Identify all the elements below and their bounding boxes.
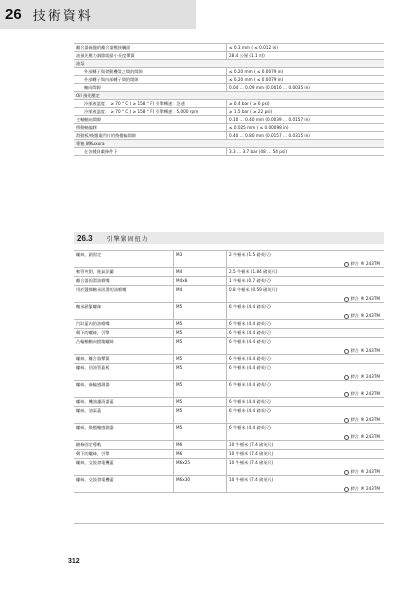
spec-value: ≤ 0.20 mm ( ≤ 0.0079 in) xyxy=(229,77,284,82)
torque-label: 螺絲，鎖固定 xyxy=(74,251,174,267)
spec-row xyxy=(74,68,384,76)
torque-row xyxy=(74,441,384,450)
adhesive-icon xyxy=(344,434,349,439)
spec-row xyxy=(74,100,384,108)
adhesive-icon xyxy=(344,348,349,353)
locktite-note xyxy=(344,391,380,396)
chapter-number: 26 xyxy=(5,6,22,23)
torque-size: M6 xyxy=(174,441,227,449)
torque-size: M5 xyxy=(174,424,227,440)
torque-label: 螺絲，離合器彈簧 xyxy=(74,355,174,363)
adhesive-icon xyxy=(344,296,349,301)
locktite-text: 膠合 ® 243TM xyxy=(350,417,380,422)
torque-value-cell xyxy=(227,459,384,475)
torque-value-cell xyxy=(227,268,384,276)
torque-label: 鏈條固定導軌 xyxy=(74,441,174,449)
torque-label: 螺絲，換檔軸感測器 xyxy=(74,424,174,440)
spec-label: 主軸軸向間隙 xyxy=(74,116,227,123)
torque-value-cell xyxy=(227,424,384,440)
chapter-header xyxy=(0,0,196,29)
torque-label: 離合器固滑油噴嘴 xyxy=(74,277,174,285)
locktite-note xyxy=(344,374,380,379)
adhesive-icon xyxy=(344,261,349,266)
locktite-note xyxy=(344,348,380,353)
torque-row xyxy=(74,364,384,381)
locktite-text: 膠合 ® 243TM xyxy=(350,374,380,379)
section-title: 引擎緊固扭力 xyxy=(106,235,149,243)
torque-label: 凸輪軸軸向擋塊螺絲 xyxy=(74,338,174,354)
torque-value: 6 牛頓米 (4.4 磅英尺) xyxy=(229,356,271,361)
locktite-note xyxy=(344,261,380,266)
torque-value-cell xyxy=(227,355,384,363)
spec-label: 離合器齒盤的離合器壓接觸面 xyxy=(74,44,227,51)
spec-value: ≥ 0.4 bar ( ≥ 6 psi) xyxy=(229,101,270,106)
torque-label: 螺絲，交流發電機蓋 xyxy=(74,459,174,475)
torque-size: M6x30 xyxy=(174,476,227,492)
torque-row xyxy=(74,277,384,286)
adhesive-icon xyxy=(344,417,349,422)
torque-size: M5 xyxy=(174,338,227,354)
torque-value-cell xyxy=(227,398,384,406)
torque-value-cell xyxy=(227,277,384,285)
torque-value-cell xyxy=(227,329,384,337)
torque-row xyxy=(74,251,384,268)
spec-label: 滑動板/換檔叢閂片的換檔輪間隙 xyxy=(74,132,227,139)
torque-label: 用於選擇軸承固滑的油噴嘴 xyxy=(74,286,174,302)
torque-size: M5 xyxy=(174,355,227,363)
specs-table xyxy=(74,43,384,156)
locktite-text: 膠合 ® 243TM xyxy=(350,296,380,301)
torque-value: 10 牛頓米 (7.4 磅英尺) xyxy=(229,451,274,456)
spec-value: ≥ 1.5 bar ( ≥ 22 psi) xyxy=(229,109,273,114)
torque-row xyxy=(74,320,384,329)
adhesive-icon xyxy=(344,469,349,474)
locktite-note xyxy=(344,469,380,474)
torque-value: 6 牛頓米 (4.4 磅英尺) xyxy=(229,382,271,387)
adhesive-icon xyxy=(344,486,349,491)
locktite-text: 膠合 ® 243TM xyxy=(350,486,380,491)
locktite-note xyxy=(344,486,380,491)
spec-value: 0.40 … 0.80 mm (0.0157 … 0.0315 in) xyxy=(229,133,310,138)
torque-row xyxy=(74,398,384,407)
torque-value: 1 牛頓米 (0.7 磅英尺) xyxy=(229,278,271,283)
spec-label: 油預先壓力調節閥最小長度彈簧 xyxy=(74,52,227,59)
torque-size: M5 xyxy=(174,381,227,397)
torque-size: M6x25 xyxy=(174,459,227,475)
torque-label: 剩下的螺絲，引擎 xyxy=(74,450,174,458)
spec-value: 3.3 … 3.7 bar (48 … 54 psi) xyxy=(229,149,287,154)
spec-label: 傳動軸偏移 xyxy=(74,124,227,131)
torque-row xyxy=(74,424,384,441)
spec-label: 軸向間隙 xyxy=(74,84,227,91)
torque-value: 2 牛頓米 (1.5 磅英尺) xyxy=(229,252,271,257)
spec-row xyxy=(74,132,384,140)
locktite-text: 膠合 ® 243TM xyxy=(350,348,380,353)
torque-row xyxy=(74,407,384,424)
spec-row xyxy=(74,116,384,124)
torque-label: 螺絲，油泵蓋 xyxy=(74,407,174,423)
torque-size: M5 xyxy=(174,329,227,337)
torque-value: 6 牛頓米 (4.4 磅英尺) xyxy=(229,425,271,430)
spec-value: ≤ 0.025 mm ( ≤ 0.00098 in) xyxy=(229,125,289,130)
torque-size: M5 xyxy=(174,320,227,328)
torque-value-cell xyxy=(227,441,384,449)
torque-size: M5 xyxy=(174,398,227,406)
spec-row xyxy=(74,84,384,92)
spec-label: 外部轉子與發動機殼之間的間隙 xyxy=(74,68,227,75)
torque-value-cell xyxy=(227,286,384,302)
spec-row xyxy=(74,148,384,156)
spec-row xyxy=(74,76,384,84)
torque-label: 螺絲，回油管蓋板 xyxy=(74,364,174,380)
torque-value-cell xyxy=(227,303,384,319)
torque-label: 軟管夾鉗，進氣法蘭 xyxy=(74,268,174,276)
spec-row xyxy=(74,60,384,68)
torque-value: 6 牛頓米 (4.4 磅英尺) xyxy=(229,339,271,344)
torque-size: M5 xyxy=(174,303,227,319)
torque-label: 汽缸蓋內的油噴嘴 xyxy=(74,320,174,328)
spec-value: ≤ 0.20 mm ( ≤ 0.0079 in) xyxy=(229,69,284,74)
torque-value-cell xyxy=(227,338,384,354)
section-header xyxy=(74,232,384,244)
torque-row xyxy=(74,450,384,459)
torque-label: 剩下的螺絲，引擎 xyxy=(74,329,174,337)
locktite-text: 膠合 ® 243TM xyxy=(350,434,380,439)
torque-value-cell xyxy=(227,476,384,492)
torque-label: 螺絲，齒輪感測器 xyxy=(74,381,174,397)
spec-label: 在各種負載條件下 xyxy=(74,148,227,155)
spec-row xyxy=(74,52,384,60)
spec-row xyxy=(74,92,384,100)
torque-size: M6 xyxy=(174,450,227,458)
locktite-note xyxy=(344,296,380,301)
torque-size: M5 xyxy=(174,364,227,380)
locktite-text: 膠合 ® 243TM xyxy=(350,313,380,318)
adhesive-icon xyxy=(344,374,349,379)
torque-value-cell xyxy=(227,251,384,267)
torque-value: 6 牛頓米 (4.4 磅英尺) xyxy=(229,399,271,404)
torque-value: 6 牛頓米 (4.4 磅英尺) xyxy=(229,304,271,309)
torque-size: M3 xyxy=(174,251,227,267)
torque-row xyxy=(74,459,384,476)
spec-row xyxy=(74,44,384,52)
torque-value: 10 牛頓米 (7.4 磅英尺) xyxy=(229,460,274,465)
torque-size: M5 xyxy=(174,407,227,423)
spec-label: 冷卻液溫度： ≥ 70 ° C ( ≥ 158 ° F) 引擎轉速：急速 xyxy=(74,100,227,107)
torque-row xyxy=(74,268,384,277)
torque-value: 6 牛頓米 (4.4 磅英尺) xyxy=(229,408,271,413)
torque-value: 6 牛頓米 (4.4 磅英尺) xyxy=(229,365,271,370)
spec-label: 油泵 xyxy=(76,61,85,66)
torque-value: 10 牛頓米 (7.4 磅英尺) xyxy=(229,477,274,482)
torque-size: M4 xyxy=(174,268,227,276)
torque-value: 6 牛頓米 (4.4 磅英尺) xyxy=(229,330,271,335)
spec-value: 0.04 … 0.09 mm (0.0016 … 0.0035 in) xyxy=(229,85,310,90)
spec-row xyxy=(74,140,384,148)
torque-value-cell xyxy=(227,364,384,380)
spec-label: Oil 預先壓定 xyxy=(76,93,100,98)
torque-value-cell xyxy=(227,450,384,458)
torque-value: 0.8 牛頓米 (0.59 磅英尺) xyxy=(229,287,278,292)
torque-label: 螺絲，交流發電機蓋 xyxy=(74,476,174,492)
torque-size: M4x8 xyxy=(174,277,227,285)
adhesive-icon xyxy=(344,313,349,318)
torque-label: 螺絲，機油濾清器蓋 xyxy=(74,398,174,406)
torque-value-cell xyxy=(227,381,384,397)
locktite-note xyxy=(344,417,380,422)
locktite-text: 膠合 ® 243TM xyxy=(350,391,380,396)
torque-value: 6 牛頓米 (4.4 磅英尺) xyxy=(229,321,271,326)
spec-row xyxy=(74,124,384,132)
spec-label: 專塞 閘Kuxura xyxy=(76,141,105,146)
spec-value: ≤ 0.3 mm ( ≤ 0.012 in) xyxy=(229,45,278,50)
locktite-note xyxy=(344,313,380,318)
spec-label: 冷卻液溫度： ≥ 70 ° C ( ≥ 158 ° F) 引擎轉速：5,000 rpm xyxy=(74,108,227,115)
bottom-rule xyxy=(74,523,384,524)
locktite-note xyxy=(344,434,380,439)
torque-value-cell xyxy=(227,320,384,328)
torque-row xyxy=(74,286,384,303)
locktite-text: 膠合 ® 243TM xyxy=(350,261,380,266)
torque-label: 軸承鎖緊螺絲 xyxy=(74,303,174,319)
spec-value: 0.10 … 0.40 mm (0.0039 … 0.0157 in) xyxy=(229,117,310,122)
page-number: 312 xyxy=(68,558,80,565)
torque-row xyxy=(74,303,384,320)
spec-label: 外部轉子與內部轉子間的間隙 xyxy=(74,76,227,83)
spec-value: 28.4 公厘 (1.1 吋) xyxy=(229,53,265,58)
torque-value-cell xyxy=(227,407,384,423)
torque-row xyxy=(74,476,384,493)
torque-row xyxy=(74,338,384,355)
torque-table xyxy=(74,250,384,493)
chapter-title: 技術資料 xyxy=(32,9,93,24)
spec-row xyxy=(74,108,384,116)
torque-row xyxy=(74,381,384,398)
section-number: 26.3 xyxy=(77,233,93,243)
torque-row xyxy=(74,329,384,338)
torque-value: 10 牛頓米 (7.4 磅英尺) xyxy=(229,442,274,447)
torque-value: 2.5 牛頓米 (1.84 磅英尺) xyxy=(229,269,278,274)
torque-row xyxy=(74,355,384,364)
adhesive-icon xyxy=(344,391,349,396)
locktite-text: 膠合 ® 243TM xyxy=(350,469,380,474)
torque-size: M4 xyxy=(174,286,227,302)
